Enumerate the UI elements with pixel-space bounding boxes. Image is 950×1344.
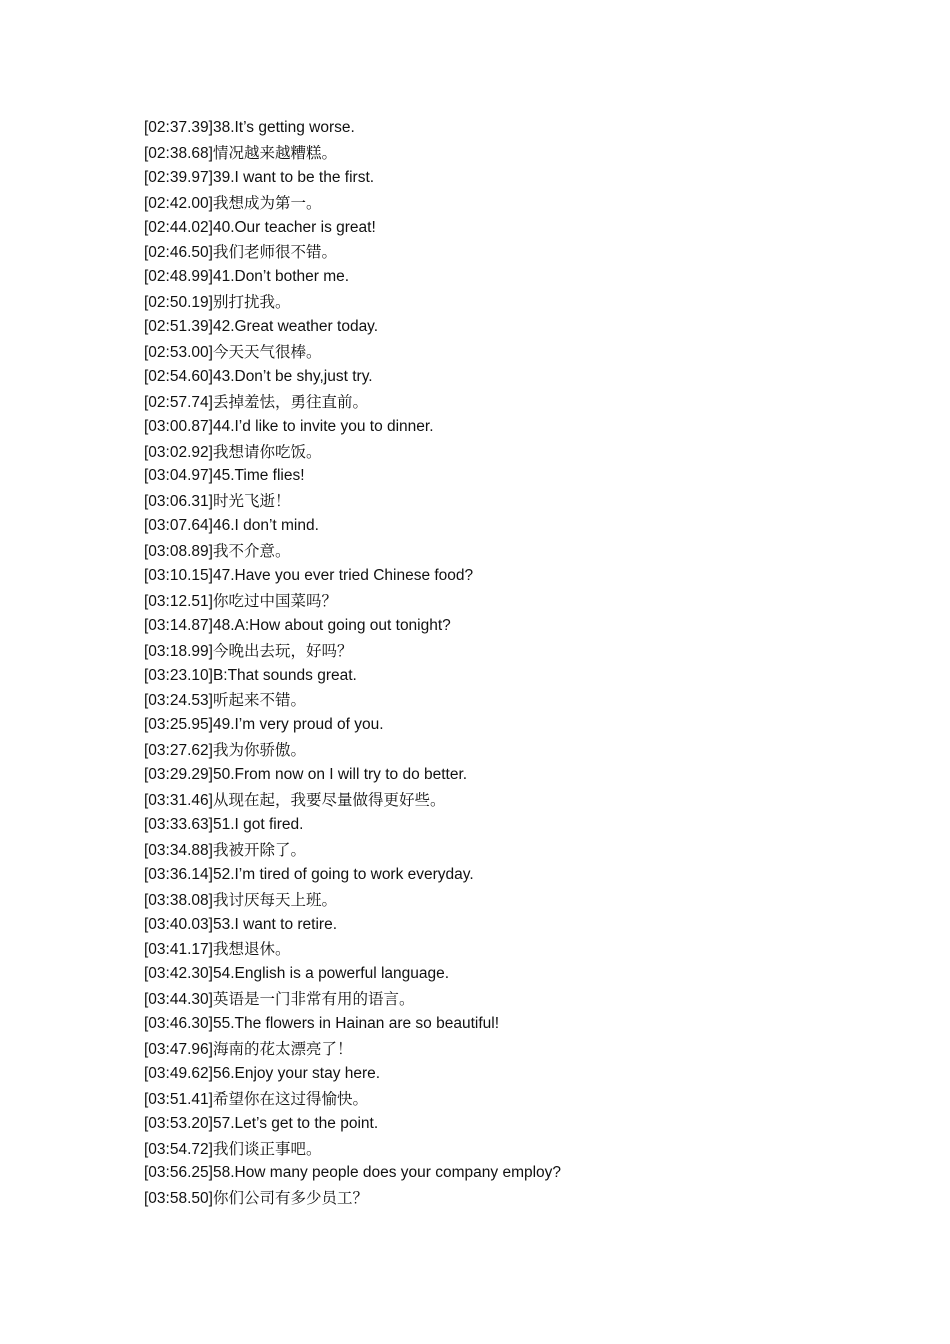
lyric-line-chinese: [02:42.00]我想成为第一。 (144, 193, 322, 212)
lyric-line-chinese: [03:54.72]我们谈正事吧。 (144, 1139, 322, 1158)
lyric-line-english: [03:36.14]52.I’m tired of going to work everyday. (144, 865, 474, 883)
lyric-line-english: [02:51.39]42.Great weather today. (144, 318, 379, 336)
lyric-line-chinese: [03:02.92]我想请你吃饭。 (144, 442, 322, 461)
lyric-line-chinese: [03:18.99]今晚出去玩，好吗？ (144, 641, 353, 660)
lyric-line-chinese: [03:51.41]希望你在这过得愉快。 (144, 1089, 368, 1108)
lyric-line-english: [03:23.10]B:That sounds great. (144, 666, 357, 684)
lyric-line-english: [03:00.87]44.I’d like to invite you to dinner. (144, 417, 434, 435)
lyric-line-chinese: [02:53.00]今天天气很棒。 (144, 343, 322, 362)
lyric-line-chinese: [03:44.30]英语是一门非常有用的语言。 (144, 990, 415, 1009)
lyric-line-chinese: [03:31.46]从现在起，我要尽量做得更好些。 (144, 791, 446, 810)
lyric-line-english: [02:54.60]43.Don’t be shy,just try. (144, 367, 373, 385)
lyric-line-chinese: [03:47.96]海南的花太漂亮了！ (144, 1039, 353, 1058)
lyric-line-english: [03:10.15]47.Have you ever tried Chinese food? (144, 567, 474, 585)
lyric-line-chinese: [02:46.50]我们老师很不错。 (144, 243, 337, 262)
lyric-line-chinese: [02:50.19]别打扰我。 (144, 293, 291, 312)
lyric-line-chinese: [03:41.17]我想退休。 (144, 940, 291, 959)
lyric-line-chinese: [03:06.31]时光飞逝！ (144, 492, 291, 511)
lyric-line-chinese: [03:27.62]我为你骄傲。 (144, 741, 306, 760)
lyric-line-english: [03:33.63]51.I got fired. (144, 815, 304, 833)
lyric-line-english: [02:48.99]41.Don’t bother me. (144, 268, 350, 286)
lyric-line-english: [02:44.02]40.Our teacher is great! (144, 218, 376, 236)
lyric-line-english: [02:39.97]39.I want to be the first. (144, 168, 375, 186)
lyric-line-english: [02:37.39]38.It’s getting worse. (144, 119, 355, 136)
lyric-line-english: [03:56.25]58.How many people does your company employ? (144, 1164, 562, 1182)
lyric-line-english: [03:25.95]49.I’m very proud of you. (144, 716, 384, 734)
lyric-line-chinese: [03:24.53]听起来不错。 (144, 691, 306, 710)
lyric-line-chinese: [02:38.68]情况越来越糟糕。 (144, 143, 337, 162)
lyric-line-chinese: [03:08.89]我不介意。 (144, 542, 291, 561)
lyric-line-chinese: [03:58.50]你们公司有多少员工？ (144, 1189, 368, 1208)
lyric-line-english: [03:46.30]55.The flowers in Hainan are so beautiful! (144, 1015, 500, 1033)
lyric-line-english: [03:07.64]46.I don’t mind. (144, 517, 319, 535)
lyric-line-english: [03:42.30]54.English is a powerful language. (144, 965, 450, 983)
lyric-line-english: [03:49.62]56.Enjoy your stay here. (144, 1064, 381, 1082)
lyric-line-chinese: [03:38.08]我讨厌每天上班。 (144, 890, 337, 909)
lyric-line-english: [03:40.03]53.I want to retire. (144, 915, 338, 933)
lyric-line-list (144, 116, 904, 1211)
lyric-line-chinese: [03:12.51]你吃过中国菜吗？ (144, 591, 337, 610)
lyric-line-chinese: [03:34.88]我被开除了。 (144, 840, 306, 859)
lyric-line-english: [03:04.97]45.Time flies! (144, 467, 305, 485)
lyric-line-english: [03:29.29]50.From now on I will try to do better. (144, 766, 468, 784)
lyric-line-english: [03:14.87]48.A:How about going out tonight? (144, 616, 451, 634)
lyric-line-english: [03:53.20]57.Let’s get to the point. (144, 1114, 379, 1132)
lyric-line-chinese: [02:57.74]丢掉羞怯，勇往直前。 (144, 392, 368, 411)
